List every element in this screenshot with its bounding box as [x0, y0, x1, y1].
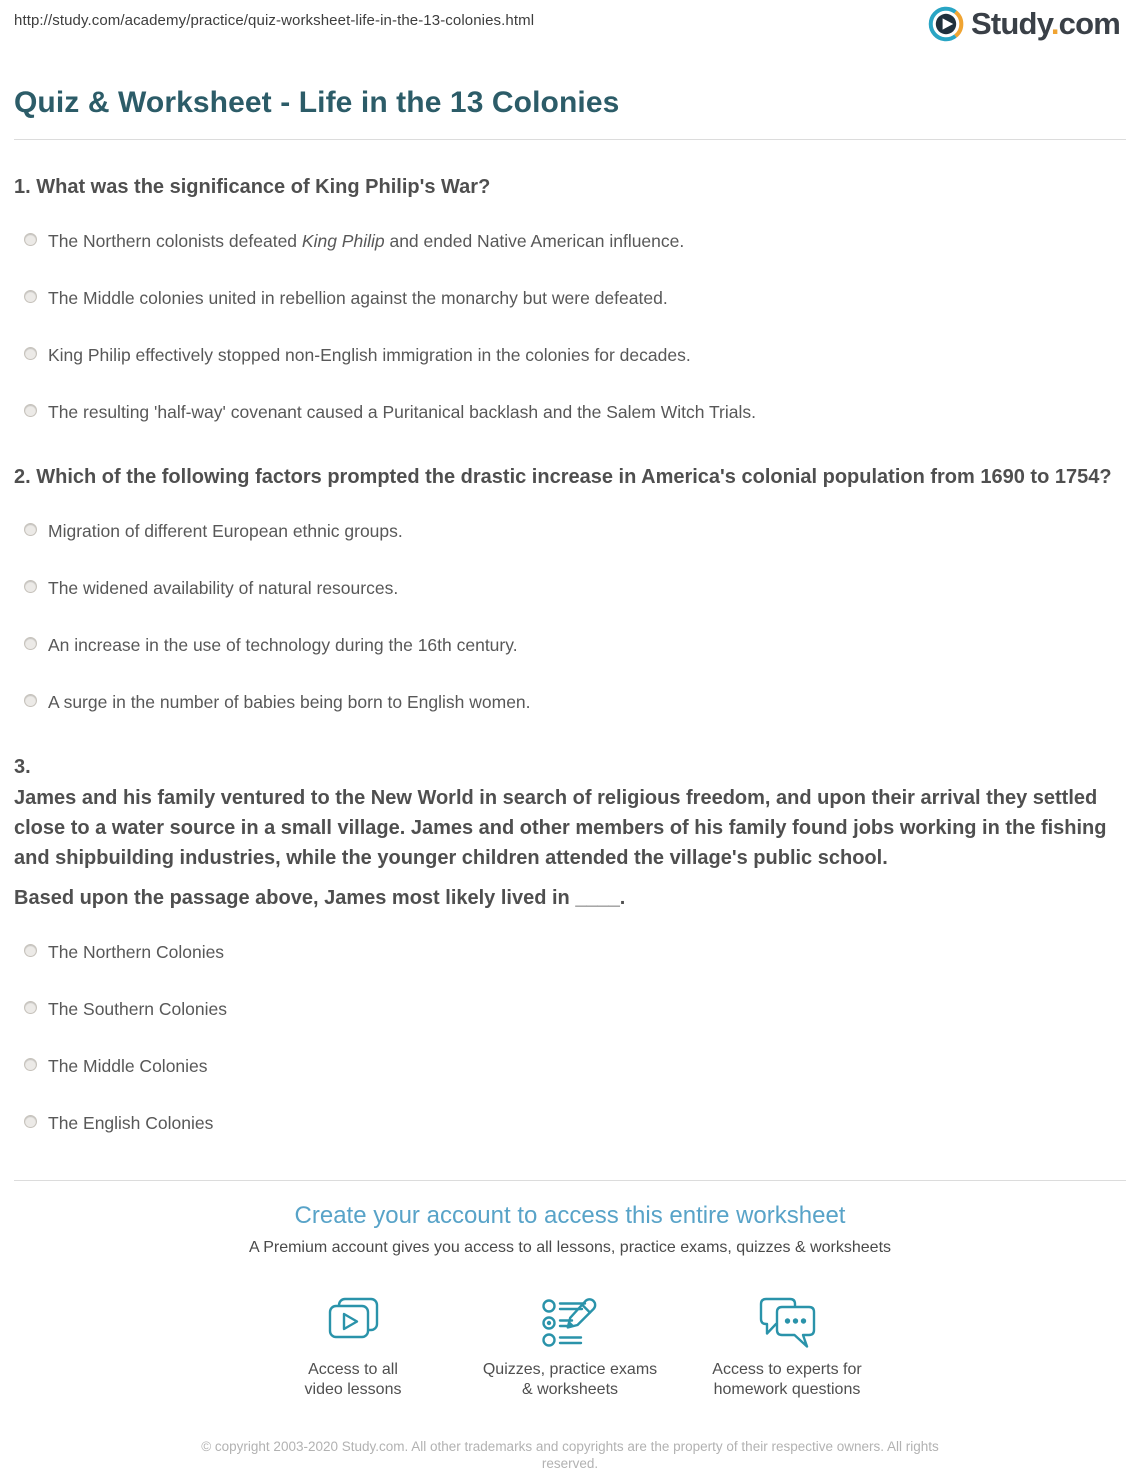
feature-list — [14, 1294, 1126, 1400]
question-1-options — [14, 223, 1126, 430]
studycom-logo[interactable] — [928, 6, 1120, 42]
question-2 — [14, 463, 1126, 720]
feature-label: Quizzes, practice exams & worksheets — [482, 1361, 658, 1398]
page-title: Quiz & Worksheet - Life in the 13 Colonies — [14, 86, 620, 119]
footer-divider — [14, 1180, 1126, 1181]
radio-button[interactable] — [24, 1001, 37, 1014]
radio-button[interactable] — [24, 637, 37, 650]
question-3-number: 3. — [14, 756, 31, 778]
answer-option[interactable] — [14, 513, 1126, 549]
video-lessons-icon — [322, 1294, 384, 1351]
chat-experts-icon — [756, 1294, 818, 1351]
question-2-heading: 2. Which of the following factors prompted the drastic increase in America's colonial population from 1690 to 1754? — [14, 466, 1112, 488]
radio-button[interactable] — [24, 347, 37, 360]
answer-option[interactable] — [14, 991, 1126, 1027]
signup-promo — [14, 1202, 1126, 1472]
radio-button[interactable] — [24, 290, 37, 303]
play-circle-icon — [928, 6, 964, 42]
question-1-heading: 1. What was the significance of King Philip's War? — [14, 176, 491, 198]
question-3-question: Based upon the passage above, James most likely lived in ____. — [14, 887, 626, 909]
radio-button[interactable] — [24, 694, 37, 707]
answer-option-label: King Philip effectively stopped non-English immigration in the colonies for decades. — [48, 345, 691, 365]
feature-chat-experts — [679, 1294, 896, 1400]
answer-option-label: The resulting 'half-way' covenant caused a Puritanical backlash and the Salem Witch Trials. — [48, 402, 757, 422]
answer-option[interactable] — [14, 1105, 1126, 1141]
answer-option-label: A surge in the number of babies being born to English women. — [48, 692, 531, 712]
copyright-text: © copyright 2003-2020 Study.com. All other trademarks and copyrights are the property of their respective owners. All rights reserved. — [201, 1439, 939, 1471]
feature-label: Access to experts for homework questions — [712, 1361, 862, 1398]
answer-option-label: The Northern Colonies — [48, 942, 225, 962]
signup-heading: Create your account to access this entire worksheet — [294, 1202, 846, 1229]
radio-button[interactable] — [24, 233, 37, 246]
answer-option[interactable] — [14, 684, 1126, 720]
answer-option[interactable] — [14, 280, 1126, 316]
feature-quizzes-worksheets — [462, 1294, 679, 1400]
answer-option-label: Migration of different European ethnic groups. — [48, 521, 403, 541]
quizzes-worksheets-icon — [539, 1294, 601, 1351]
answer-option[interactable] — [14, 570, 1126, 606]
top-bar — [14, 0, 1126, 52]
feature-label: Access to all video lessons — [304, 1361, 402, 1398]
question-1 — [14, 173, 1126, 430]
question-3-passage: James and his family ventured to the New World in search of religious freedom, and upon their arrival they settled close to a water source in a small village. James and other members of his family found jobs working in the fishing and shipbuilding industries, while the younger children attended the village's public school. — [14, 787, 1107, 869]
question-2-options — [14, 513, 1126, 720]
question-3-options — [14, 934, 1126, 1141]
feature-video-lessons — [245, 1294, 462, 1400]
answer-option-label: The Southern Colonies — [48, 999, 227, 1019]
answer-option-label: The English Colonies — [48, 1113, 214, 1133]
answer-option[interactable] — [14, 223, 1126, 259]
answer-option[interactable] — [14, 934, 1126, 970]
answer-option[interactable] — [14, 627, 1126, 663]
question-3 — [14, 753, 1126, 1141]
answer-option-label: The Middle Colonies — [48, 1056, 208, 1076]
answer-option[interactable] — [14, 394, 1126, 430]
radio-button[interactable] — [24, 944, 37, 957]
logo-wordmark: Study.com — [971, 6, 1120, 41]
radio-button[interactable] — [24, 1058, 37, 1071]
answer-option-label: The widened availability of natural resources. — [48, 578, 399, 598]
title-divider — [14, 139, 1126, 140]
signup-subheading: A Premium account gives you access to all lessons, practice exams, quizzes & worksheets — [248, 1239, 892, 1256]
answer-option[interactable] — [14, 337, 1126, 373]
answer-option-label: The Northern colonists defeated King Philip and ended Native American influence. — [48, 231, 685, 251]
answer-option-label: The Middle colonies united in rebellion against the monarchy but were defeated. — [48, 288, 668, 308]
radio-button[interactable] — [24, 523, 37, 536]
answer-option[interactable] — [14, 1048, 1126, 1084]
answer-option-label: An increase in the use of technology during the 16th century. — [48, 635, 518, 655]
page-url: http://study.com/academy/practice/quiz-worksheet-life-in-the-13-colonies.html — [14, 12, 535, 29]
radio-button[interactable] — [24, 404, 37, 417]
radio-button[interactable] — [24, 580, 37, 593]
radio-button[interactable] — [24, 1115, 37, 1128]
